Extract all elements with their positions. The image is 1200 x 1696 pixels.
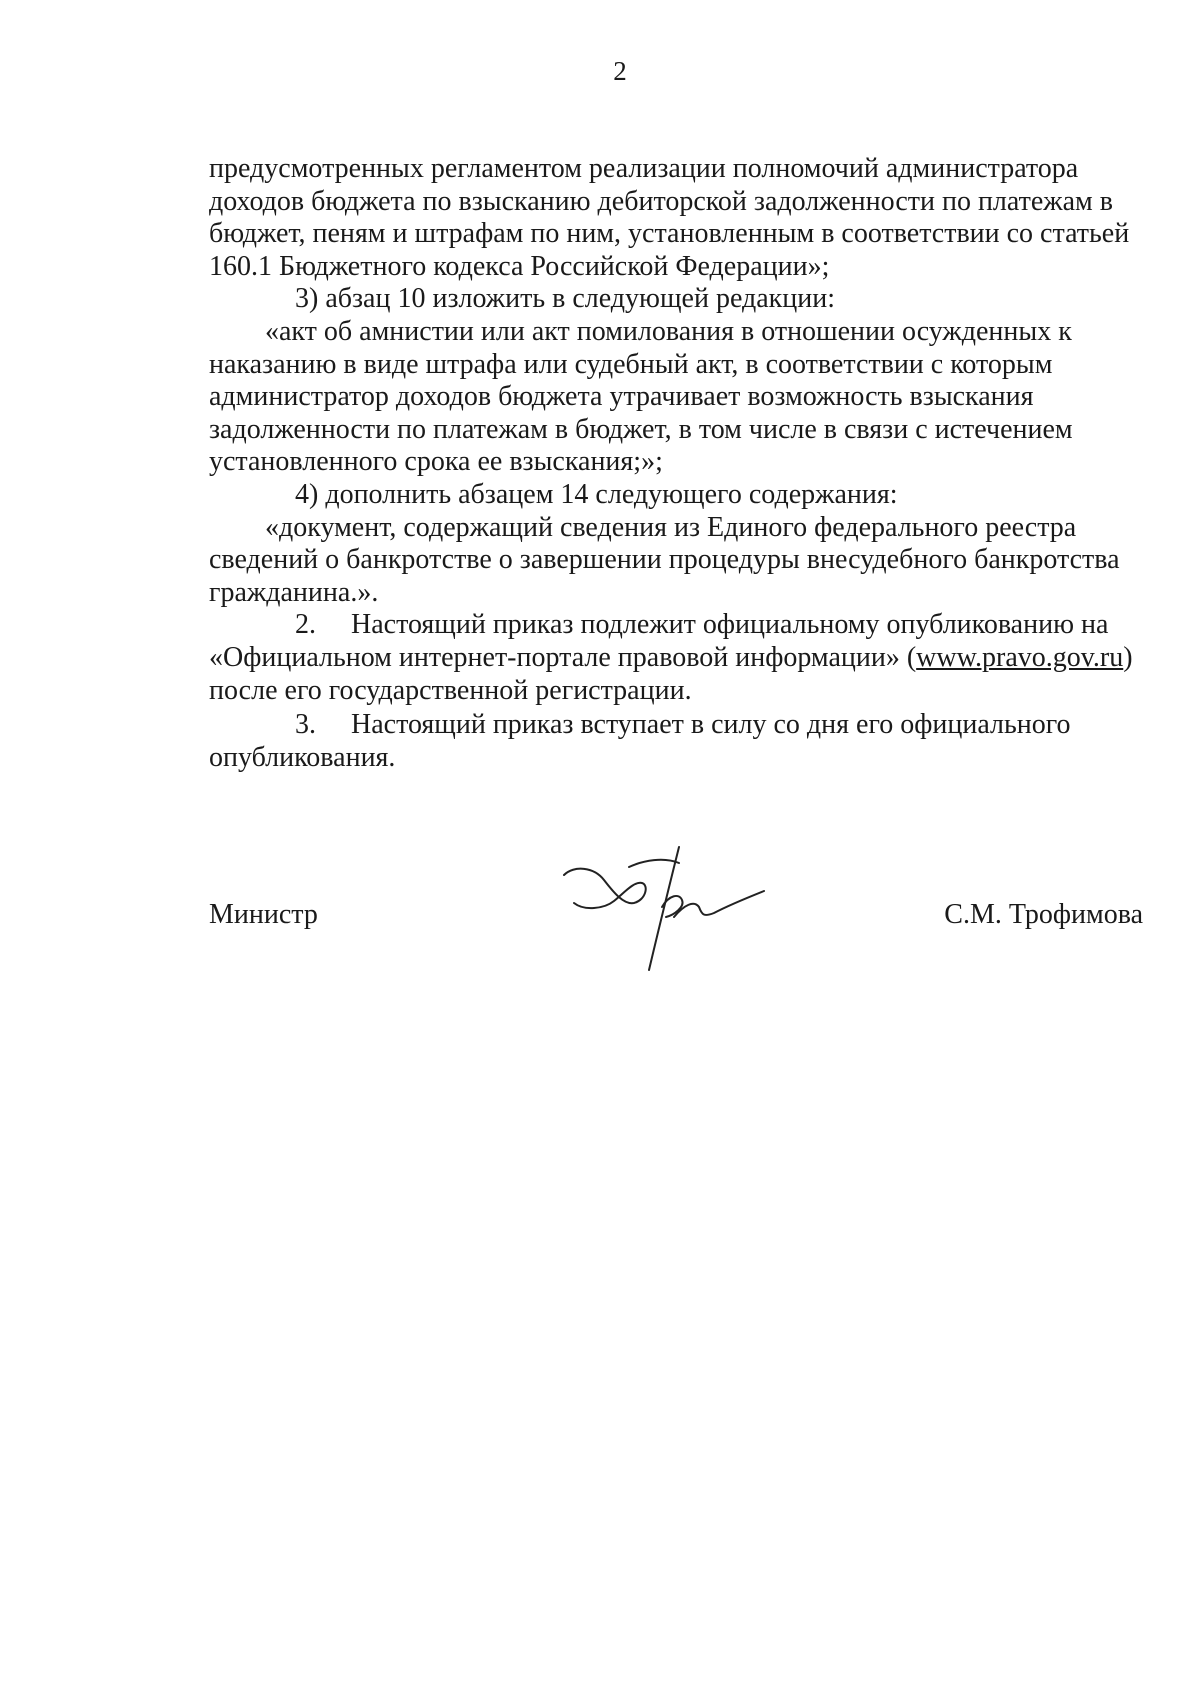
paragraph-line: 160.1 Бюджетного кодекса Российской Федерации»;	[209, 250, 830, 282]
pravo-link[interactable]: www.pravo.gov.ru	[916, 641, 1124, 673]
point-2-line	[209, 642, 1143, 675]
handwritten-signature	[554, 845, 774, 975]
quote-line: администратор доходов бюджета утрачивает возможность взыскания	[209, 381, 1034, 413]
document-body	[209, 153, 1143, 774]
quote-line: установленного срока ее взыскания;»;	[209, 446, 663, 478]
page-number: 2	[613, 56, 627, 86]
point-3-line	[209, 709, 1143, 742]
point-number: 2.	[295, 609, 316, 641]
signature-block	[209, 895, 1143, 975]
list-item-3: 3) абзац 10 изложить в следующей редакции:	[295, 283, 836, 315]
signer-title: Министр	[209, 899, 318, 930]
quote-line: сведений о банкротстве о завершении процедуры внесудебного банкротства	[209, 544, 1120, 576]
quote-line: «документ, содержащий сведения из Единого федерального реестра	[265, 511, 1077, 543]
point-text: Настоящий приказ вступает в силу со дня его официального	[351, 709, 1071, 741]
quote-line: гражданина.».	[209, 576, 379, 608]
quote-line: «акт об амнистии или акт помилования в отношении осужденных к	[265, 315, 1072, 347]
list-item-4: 4) дополнить абзацем 14 следующего содержания:	[295, 478, 898, 510]
point-number: 3.	[295, 709, 316, 741]
point-3-line: опубликования.	[209, 741, 396, 773]
paragraph-line: бюджет, пеням и штрафам по ним, установленным в соответствии со статьей	[209, 218, 1130, 250]
point-text: )	[1123, 641, 1133, 673]
point-2-line	[209, 609, 1143, 642]
point-2-line: после его государственной регистрации.	[209, 674, 692, 706]
point-text: Настоящий приказ подлежит официальному опубликованию на	[351, 609, 1109, 641]
quote-line: задолженности по платежам в бюджет, в том числе в связи с истечением	[209, 413, 1073, 445]
quote-line: наказанию в виде штрафа или судебный акт, в соответствии с которым	[209, 348, 1053, 380]
point-text: «Официальном интернет-портале правовой информации» (	[209, 641, 917, 673]
signer-name: С.М. Трофимова	[944, 899, 1143, 930]
paragraph-line: доходов бюджета по взысканию дебиторской задолженности по платежам в	[209, 185, 1113, 217]
paragraph-line: предусмотренных регламентом реализации полномочий администратора	[209, 153, 1079, 184]
